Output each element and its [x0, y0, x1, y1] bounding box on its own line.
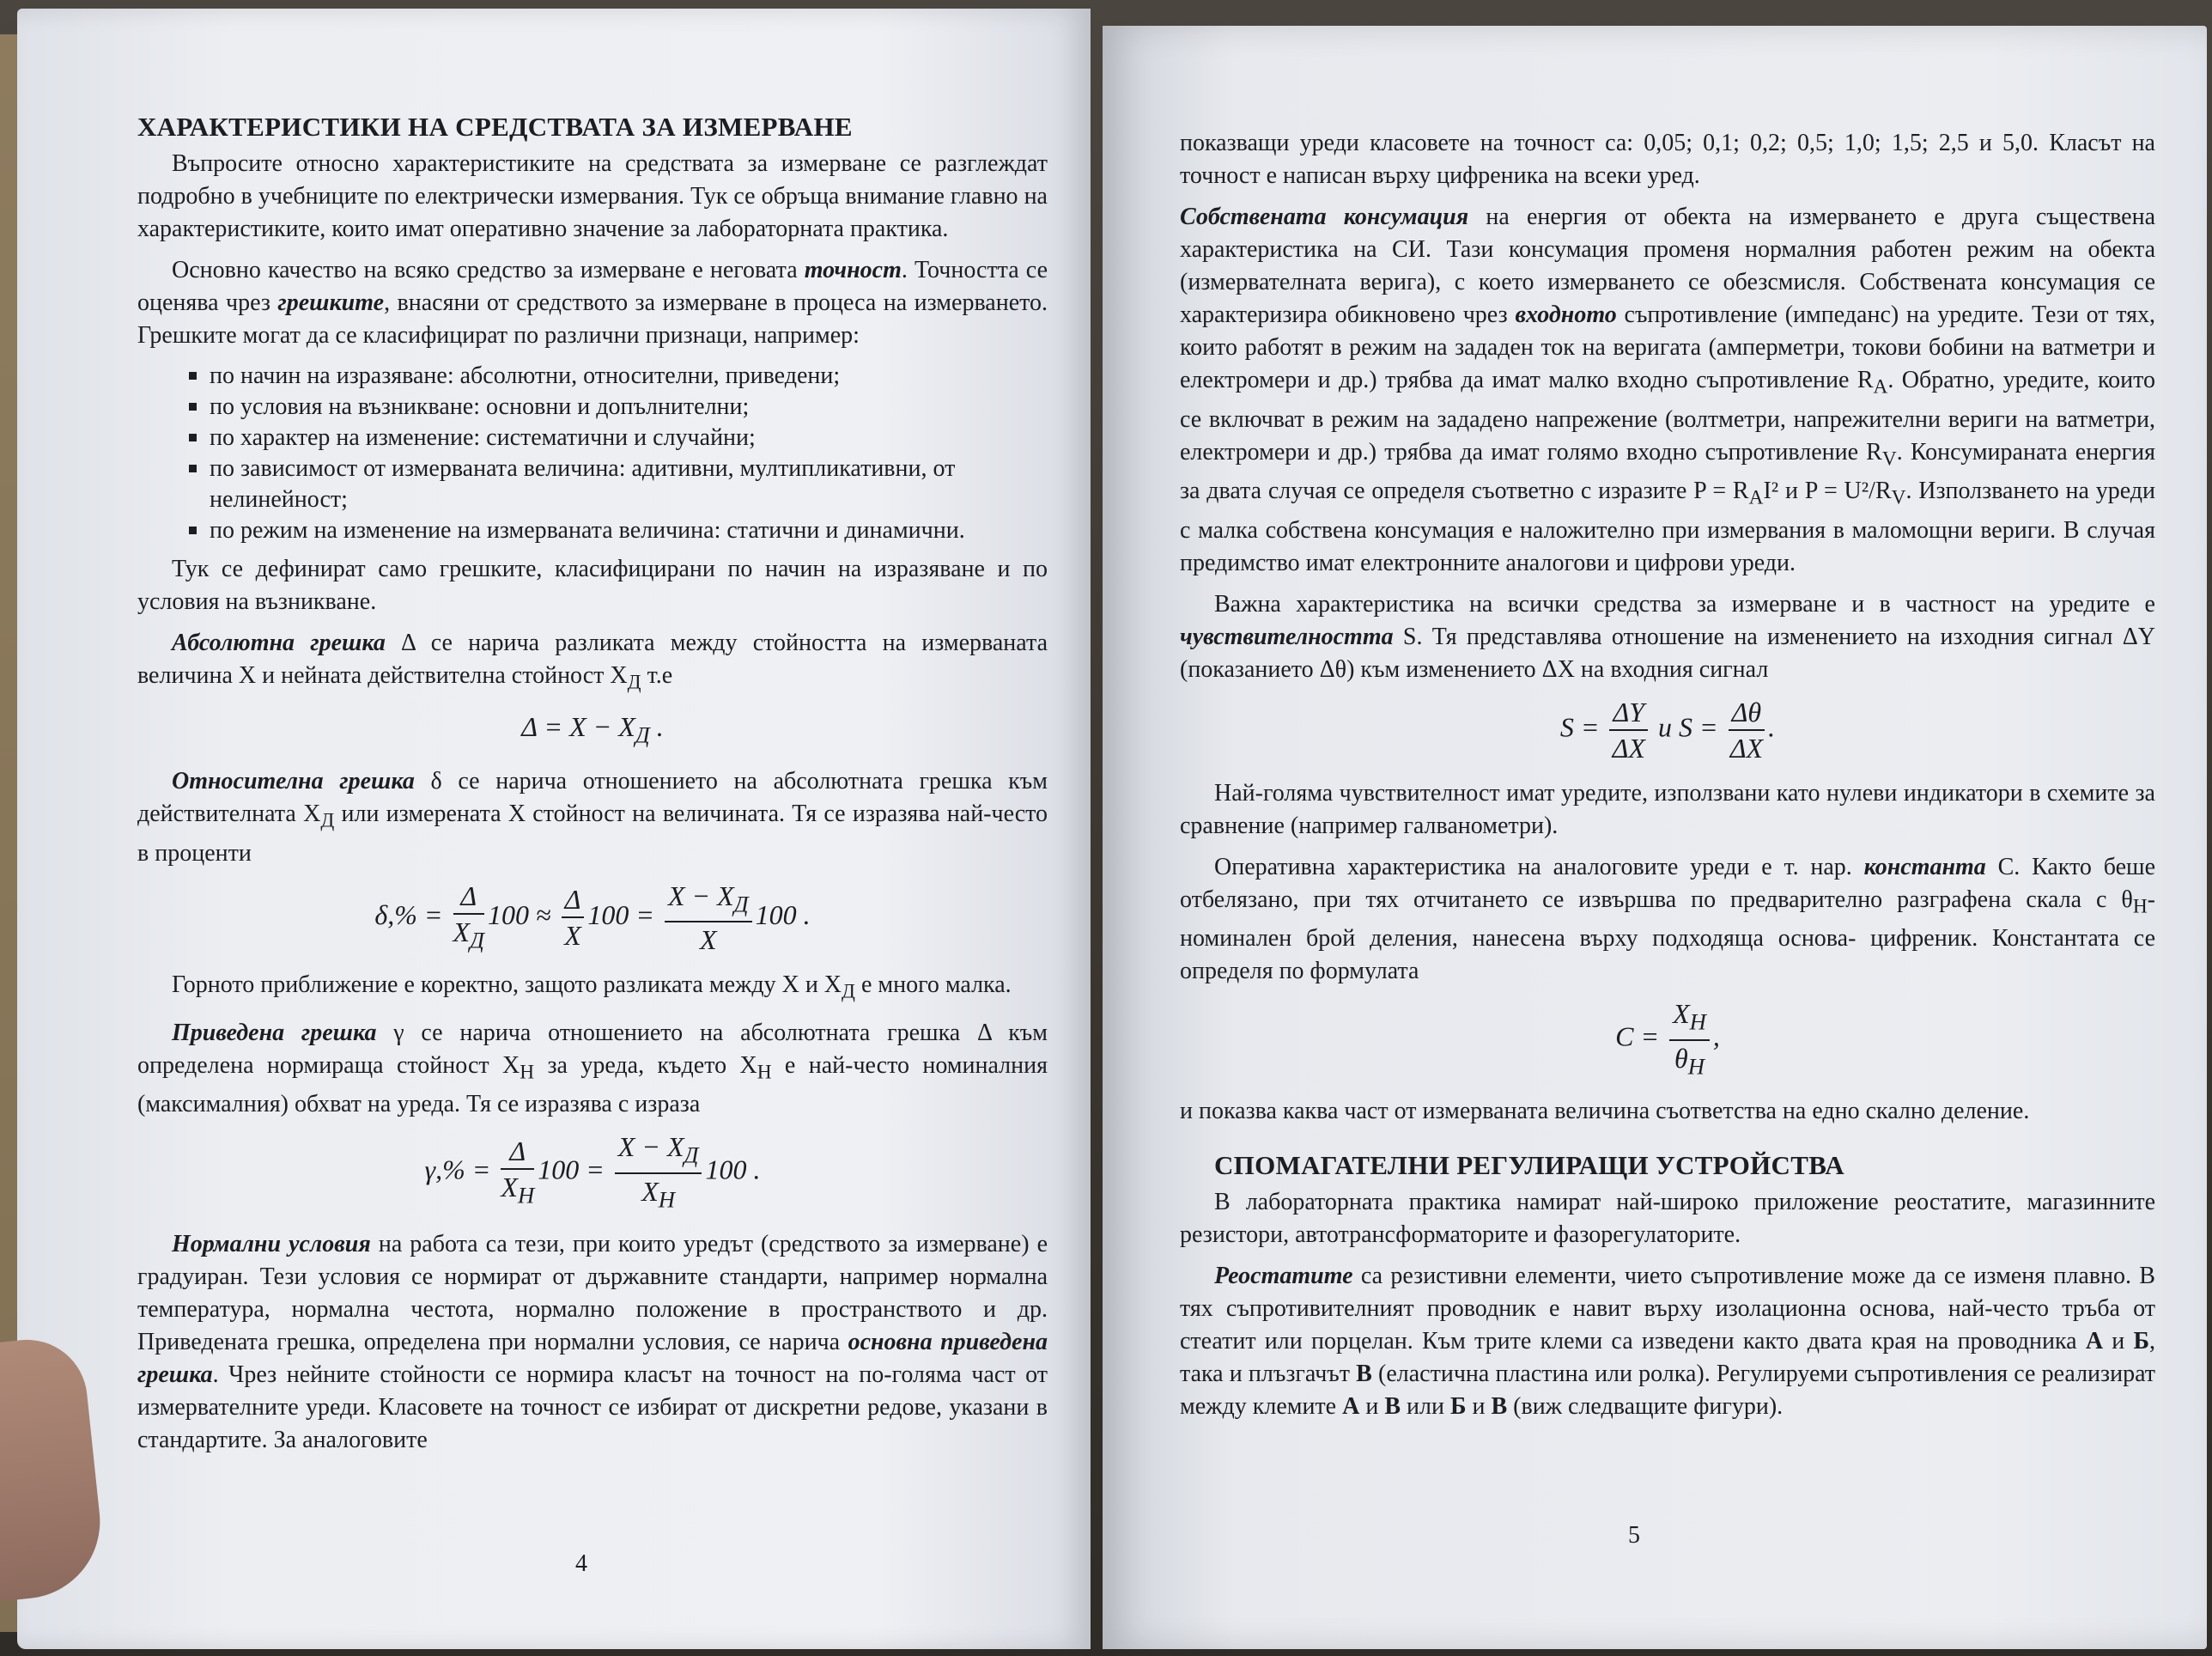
term-accuracy: точност [804, 257, 902, 283]
list-item: по зависимост от измерваната величина: адитивни, мултипликативни, от нелинейност; [189, 454, 1048, 515]
relative-error-formula: δ,% = $\frac{\Delta}{X_Д}$ 100 ≈ $\frac{\Delta}{X}$ 100 = $\frac{X - X_Д}{X}$ 100 . [374, 880, 811, 955]
reduced-error-formula: γ,% = $\frac{\Delta}{X_Н}$ 100 = $\frac{X - X_Д}{X_Н}$ 100 . [424, 1131, 761, 1212]
section-title: ХАРАКТЕРИСТИКИ НА СРЕДСТВАТА ЗА ИЗМЕРВАНЕ [137, 112, 853, 142]
scale-division-paragraph: и показва каква част от измерваната величина съответства на едно скално деление. [1180, 1098, 2030, 1125]
absolute-error-paragraph: Абсолютна грешка Δ се нарича разликата между стойността на измерваната величина X и нейната действителна стойност $X_Д$ т.е [137, 630, 1048, 694]
term-input: входното [1515, 301, 1617, 328]
list-item: по режим на изменение на измерваната величина: статични и динамични. [189, 515, 1048, 546]
rheostats-paragraph: Реостатите са резистивни елементи, чието съпротивление може да се изменя плавно. В тях съпротивителният проводник е навит върху изолационна основа, най-често тръба от стеатит или порцелан. Към трите клеми са изведени както двата края на проводника А и Б, така и плъзгачът В (еластична пластина или ролка). Регулируеми съпротивления се реализират между клемите А и В или Б и В (виж следващите фигури). [1180, 1263, 2156, 1421]
absolute-error-formula: $\Delta = X - X_Д$ . [521, 710, 664, 747]
term-rheostats: Реостатите [1214, 1263, 1353, 1290]
constant-paragraph: Оперативна характеристика на аналоговите уреди е т. нар. константа C. Както беше отбелязано, при тях отчитането се извършва по предварително разграфена скала с $\theta_Н-$ номинален брой деления, нанесена върху подходяща основа- цифреник. Константата се определя по формулата [1180, 853, 2155, 985]
page-number-right: 5 [1628, 1522, 1640, 1549]
normal-conditions-paragraph: Нормални условия на работа са тези, при които уредът (средството за измерване) е градуиран. Тези условия се нормират от държавните стандарти, например нормална температура, нормална честота, нормално положение в пространството и др. Приведената грешка, определена при нормални условия, се нарича основна приведена грешка. Чрез нейните стойности се нормира класът на точност на по-голяма част от измервателните уреди. Класовете на точност се избират от дискретни редове, указани в стандартите. За аналоговите [137, 1230, 1048, 1453]
sensitivity-paragraph: Важна характеристика на всички средства за измерване и в частност на уредите е чувствителността S. Тя представлява отношение на изменението на изходния сигнал ΔY (показанието Δθ) към изменението ΔX на входния сигнал [1180, 590, 2155, 683]
reduced-error-paragraph: Приведена грешка γ се нарича отношението на абсолютната грешка Δ към определена нормираща стойност $X_Н$ за уреда, където $X_Н$ е най-често номиналния (максималния) обхват на уреда. Тя се изразява с израза [137, 1019, 1048, 1118]
lab-practice-paragraph: В лабораторната практика намират най-широко приложение реостатите, магазинните резистори, автотрансформаторите и фазорегулаторите. [1180, 1189, 2155, 1249]
approximation-paragraph: Горното приближение е коректно, защото разликата между X и $X_Д$ е много малка. [172, 971, 1012, 1003]
max-sensitivity-paragraph: Най-голяма чувствителност имат уредите, използвани като нулеви индикатори в схемите за сравнение (например галванометри). [1180, 779, 2155, 839]
term-basic-reduced-error: основна приведена грешка [137, 1328, 1048, 1388]
term-sensitivity: чувствителността [1180, 623, 1394, 650]
accuracy-paragraph: Основно качество на всяко средство за измерване е неговата точност. Точността се оценява чрез грешките, внасяни от средството за измерване в процеса на измерването. Грешките могат да се класифицират по различни признаци, например: [137, 257, 1048, 349]
list-item: по характер на изменение: систематични и случайни; [189, 423, 1048, 454]
term-normal-conditions: Нормални условия [172, 1230, 371, 1257]
right-page [1103, 26, 2207, 1649]
term-relative-error: Относителна грешка [172, 767, 415, 795]
left-page [17, 9, 1091, 1649]
term-consumption: Собствената консумация [1180, 204, 1469, 230]
consumption-paragraph: Собствената консумация на енергия от обекта на измерването е друга съществена характеристика на СИ. Тази консумация променя нормалния работен режим на обекта (измервателната верига), с което измерването се обезсмисля. Собствената консумация се характеризира обикновено чрез входното съпротивление (импеданс) на уредите. Тези от тях, които работят в режим на зададен ток на веригата (амперметри, токови бобини на ватметри и електромери и др.) трябва да имат малко входно съпротивление $R_A$. Обратно, уредите, които се включват в режим на зададено напрежение (волтметри, напрежителни вериги на ватметри, електромери и др.) трябва да имат голямо входно съпротивление $R_V$. Консумираната енергия за двата случая се определя съответно с изразите $P = R_AI^2$ и $P = U^2/R_V$. Използването на уреди с малка собствена консумация е наложително при измервания в маломощни вериги. В случая предимство имат електронните аналогови и цифрови уреди. [1180, 204, 2156, 576]
term-constant: константа [1863, 853, 1986, 880]
list-item: по начин на изразяване: абсолютни, относителни, приведени; [189, 361, 1048, 392]
accuracy-classes-paragraph: показващи уреди класовете на точност са: 0,05; 0,1; 0,2; 0,5; 1,0; 1,5; 2,5 и 5,0. Класът на точност е написан върху цифреника на всеки уред. [1180, 130, 2155, 189]
term-absolute-error: Абсолютна грешка [172, 630, 386, 656]
relative-error-paragraph: Относителна грешка δ се нарича отношението на абсолютната грешка към действителната $X_Д$ или измерената X стойност на величината. Тя се изразява най-често в проценти [137, 767, 1048, 867]
page-number-left: 4 [575, 1550, 587, 1577]
term-errors: грешките [277, 289, 385, 316]
constant-formula: C = $\frac{X_Н}{\theta_Н}$ , [1615, 998, 1720, 1080]
classification-list [137, 361, 1048, 546]
list-item: по условия на възникване: основни и допълнителни; [189, 392, 1048, 423]
intro-paragraph: Въпросите относно характеристиките на средствата за измерване се разглеждат подробно в учебниците по електрически измервания. Тук се обръща внимание главно на характеристиките, които имат оперативно значение за лабораторната практика. [137, 150, 1048, 242]
sensitivity-formula: S = $\frac{\Delta Y}{\Delta X}$ и S = $\frac{\Delta\theta}{\Delta X}$ . [1559, 696, 1776, 764]
definitions-paragraph: Тук се дефинират само грешките, класифицирани по начин на изразяване и по условия на възникване. [137, 556, 1048, 615]
term-reduced-error: Приведена грешка [172, 1019, 377, 1046]
section-title-2: СПОМАГАТЕЛНИ РЕГУЛИРАЩИ УСТРОЙСТВА [1214, 1150, 1844, 1181]
